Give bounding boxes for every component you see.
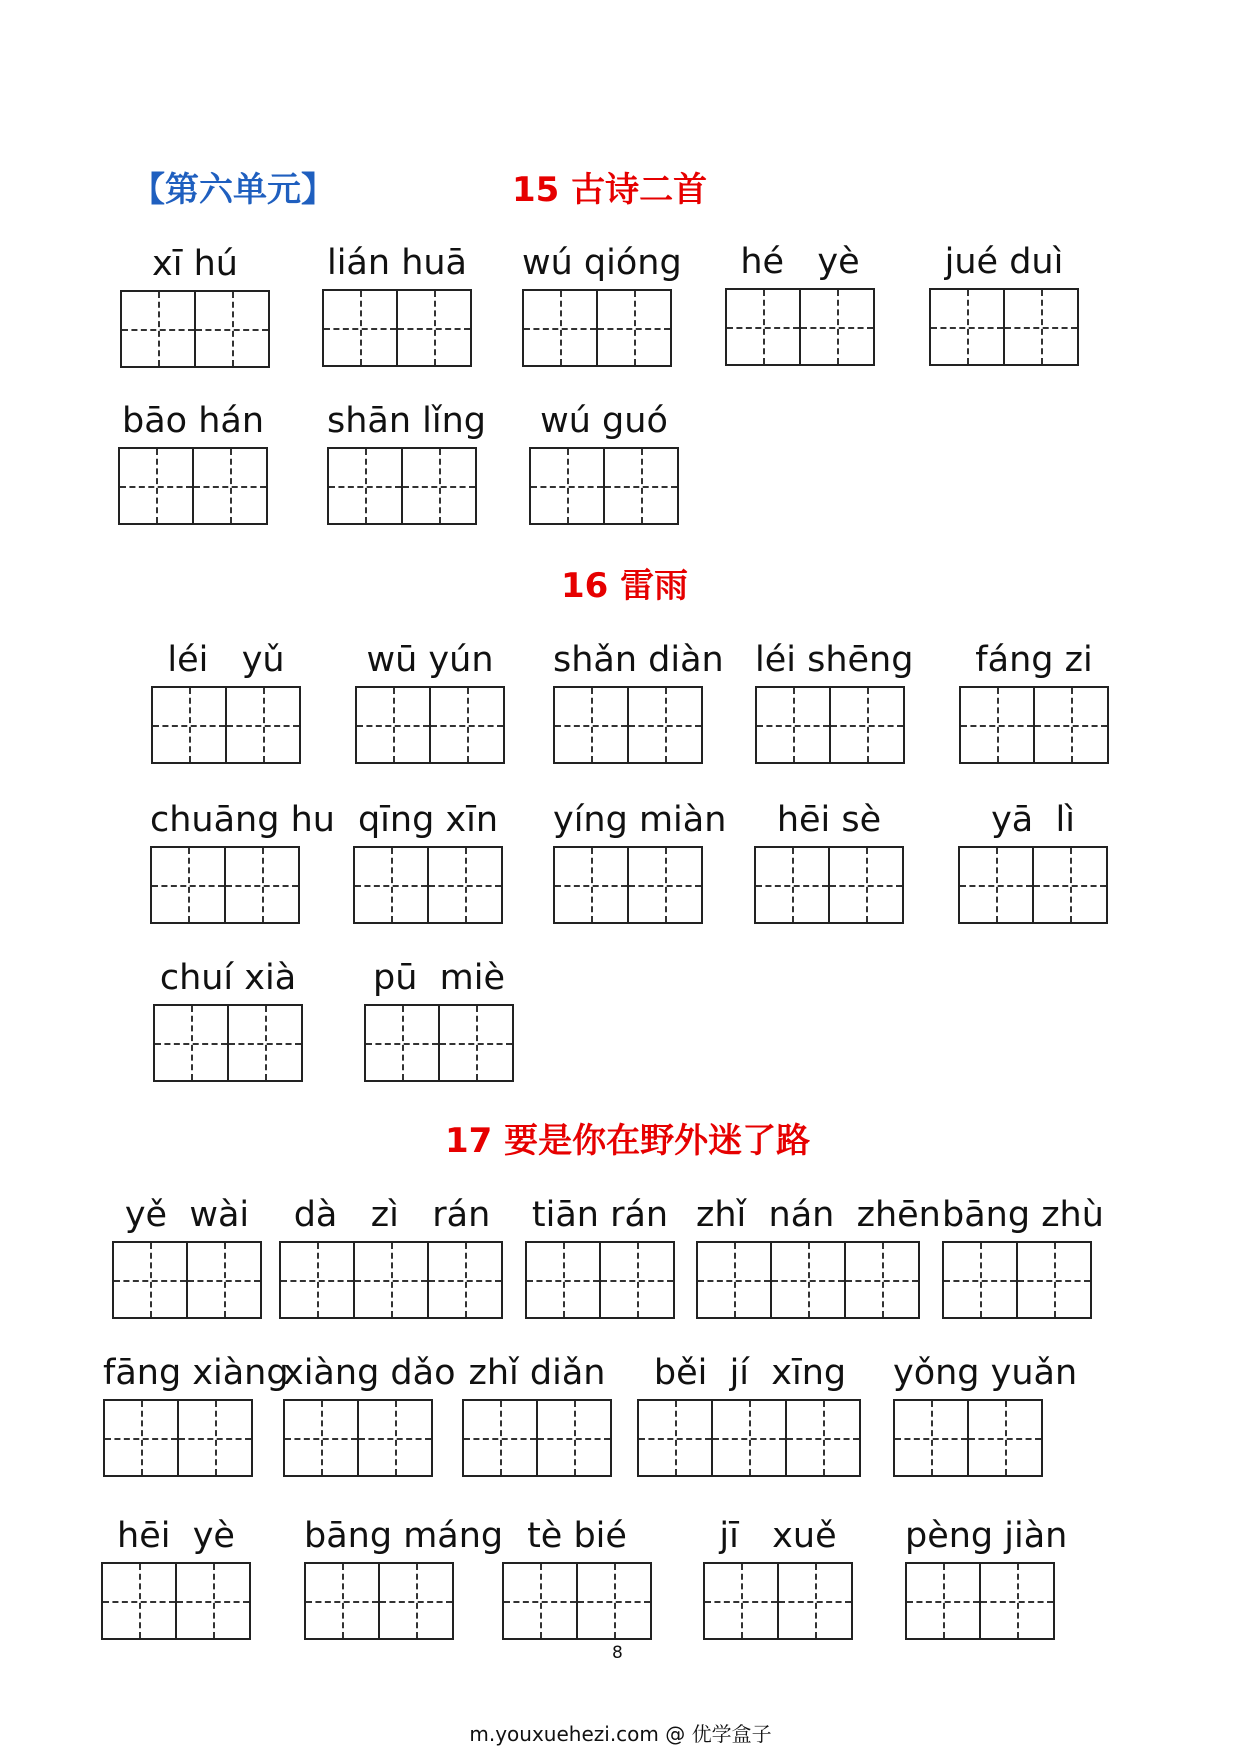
pinyin-label: chuí xià <box>159 958 297 998</box>
writing-grid[interactable] <box>637 1399 861 1477</box>
writing-grid[interactable] <box>525 1241 675 1319</box>
writing-grid[interactable] <box>893 1399 1043 1477</box>
writing-grid[interactable] <box>355 686 505 764</box>
pinyin-label: tè bié <box>527 1516 627 1556</box>
writing-grid[interactable] <box>120 290 270 368</box>
pinyin-label: pū miè <box>372 958 505 998</box>
pinyin-label: bāo hán <box>121 401 265 441</box>
pinyin-label: zhǐ diǎn <box>468 1353 606 1393</box>
pinyin-label: wū yún <box>366 640 494 680</box>
writing-grid[interactable] <box>283 1399 433 1477</box>
pinyin-label: tiān rán <box>531 1195 669 1235</box>
pinyin-label: yā lì <box>991 800 1075 840</box>
writing-grid[interactable] <box>703 1562 853 1640</box>
pinyin-label: xiàng dǎo <box>283 1353 456 1393</box>
writing-grid[interactable] <box>553 686 703 764</box>
lesson-title-16: 16 雷雨 <box>561 566 689 606</box>
writing-grid[interactable] <box>522 289 672 367</box>
pinyin-label: jué duì <box>944 242 1064 282</box>
pinyin-label: zhǐ nán zhēn <box>696 1195 941 1235</box>
writing-grid[interactable] <box>502 1562 652 1640</box>
pinyin-label: hēi sè <box>776 800 882 840</box>
writing-grid[interactable] <box>929 288 1079 366</box>
writing-grid[interactable] <box>118 447 268 525</box>
pinyin-label: léi yǔ <box>167 640 285 680</box>
writing-grid[interactable] <box>553 846 703 924</box>
footer-watermark: m.youxuehezi.com @ 优学盒子 <box>469 1722 772 1746</box>
writing-grid[interactable] <box>353 846 503 924</box>
writing-grid[interactable] <box>958 846 1108 924</box>
writing-grid[interactable] <box>279 1241 503 1319</box>
pinyin-label: pèng jiàn <box>905 1516 1068 1556</box>
writing-grid[interactable] <box>725 288 875 366</box>
pinyin-label: bāng máng <box>304 1516 504 1556</box>
writing-grid[interactable] <box>462 1399 612 1477</box>
pinyin-label: lián huā <box>326 243 468 283</box>
pinyin-label: yě wài <box>124 1195 250 1235</box>
writing-grid[interactable] <box>150 846 300 924</box>
writing-grid[interactable] <box>304 1562 454 1640</box>
pinyin-label: běi jí xīng <box>653 1353 847 1393</box>
pinyin-label: jī xuě <box>719 1516 837 1556</box>
writing-grid[interactable] <box>364 1004 514 1082</box>
unit-title: 【第六单元】 <box>131 170 335 210</box>
pinyin-label: yíng miàn <box>553 800 727 840</box>
writing-grid[interactable] <box>959 686 1109 764</box>
pinyin-label: fáng zi <box>975 640 1093 680</box>
pinyin-label: chuāng hu <box>150 800 335 840</box>
writing-grid[interactable] <box>529 447 679 525</box>
writing-grid[interactable] <box>153 1004 303 1082</box>
writing-grid[interactable] <box>151 686 301 764</box>
writing-grid[interactable] <box>754 846 904 924</box>
writing-grid[interactable] <box>322 289 472 367</box>
page-number: 8 <box>612 1643 623 1663</box>
lesson-title-15: 15 古诗二首 <box>512 170 708 210</box>
writing-grid[interactable] <box>327 447 477 525</box>
writing-grid[interactable] <box>755 686 905 764</box>
pinyin-label: qīng xīn <box>357 800 499 840</box>
writing-grid[interactable] <box>696 1241 920 1319</box>
pinyin-label: fāng xiàng <box>103 1353 289 1393</box>
pinyin-label: dà zì rán <box>293 1195 491 1235</box>
pinyin-label: wú guó <box>540 401 668 441</box>
pinyin-label: léi shēng <box>755 640 914 680</box>
pinyin-label: hēi yè <box>117 1516 235 1556</box>
writing-grid[interactable] <box>112 1241 262 1319</box>
pinyin-label: shǎn diàn <box>553 640 724 680</box>
pinyin-label: xī hú <box>152 244 238 284</box>
writing-grid[interactable] <box>942 1241 1092 1319</box>
writing-grid[interactable] <box>101 1562 251 1640</box>
pinyin-label: shān lǐng <box>327 401 487 441</box>
lesson-title-17: 17 要是你在野外迷了路 <box>445 1121 811 1161</box>
pinyin-label: hé yè <box>740 242 860 282</box>
pinyin-label: wú qióng <box>522 243 682 283</box>
pinyin-label: yǒng yuǎn <box>893 1353 1078 1393</box>
writing-grid[interactable] <box>905 1562 1055 1640</box>
pinyin-label: bāng zhù <box>942 1195 1104 1235</box>
writing-grid[interactable] <box>103 1399 253 1477</box>
